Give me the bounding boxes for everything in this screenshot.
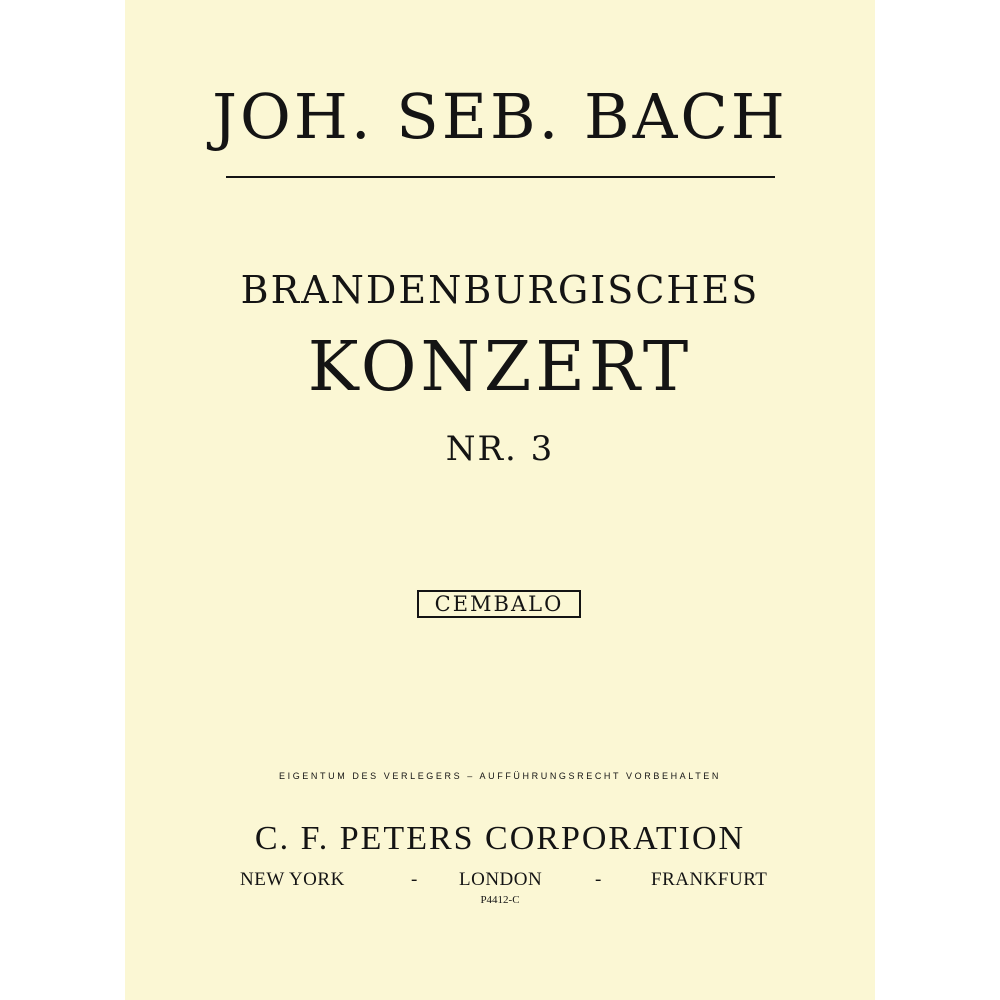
work-subtitle: BRANDENBURGISCHES: [240, 268, 760, 312]
composer-name: JOH. SEB. BACH: [212, 80, 788, 153]
plate-number: P4412-C: [480, 894, 520, 906]
city-frankfurt: FRANKFURT: [651, 869, 768, 890]
city-separator: -: [595, 869, 602, 890]
publisher-name: C. F. PETERS CORPORATION: [254, 820, 746, 857]
title-rule: [226, 176, 775, 178]
city-london: LONDON: [459, 869, 543, 890]
work-number: NR. 3: [445, 429, 555, 469]
city-separator: -: [411, 869, 418, 890]
city-new-york: NEW YORK: [240, 869, 345, 890]
work-title: KONZERT: [307, 328, 693, 407]
rights-notice: EIGENTUM DES VERLEGERS – AUFFÜHRUNGSRECHT VORBEHALTEN: [278, 771, 722, 781]
instrument-label: CEMBALO: [417, 590, 581, 618]
title-page: [125, 0, 875, 1000]
